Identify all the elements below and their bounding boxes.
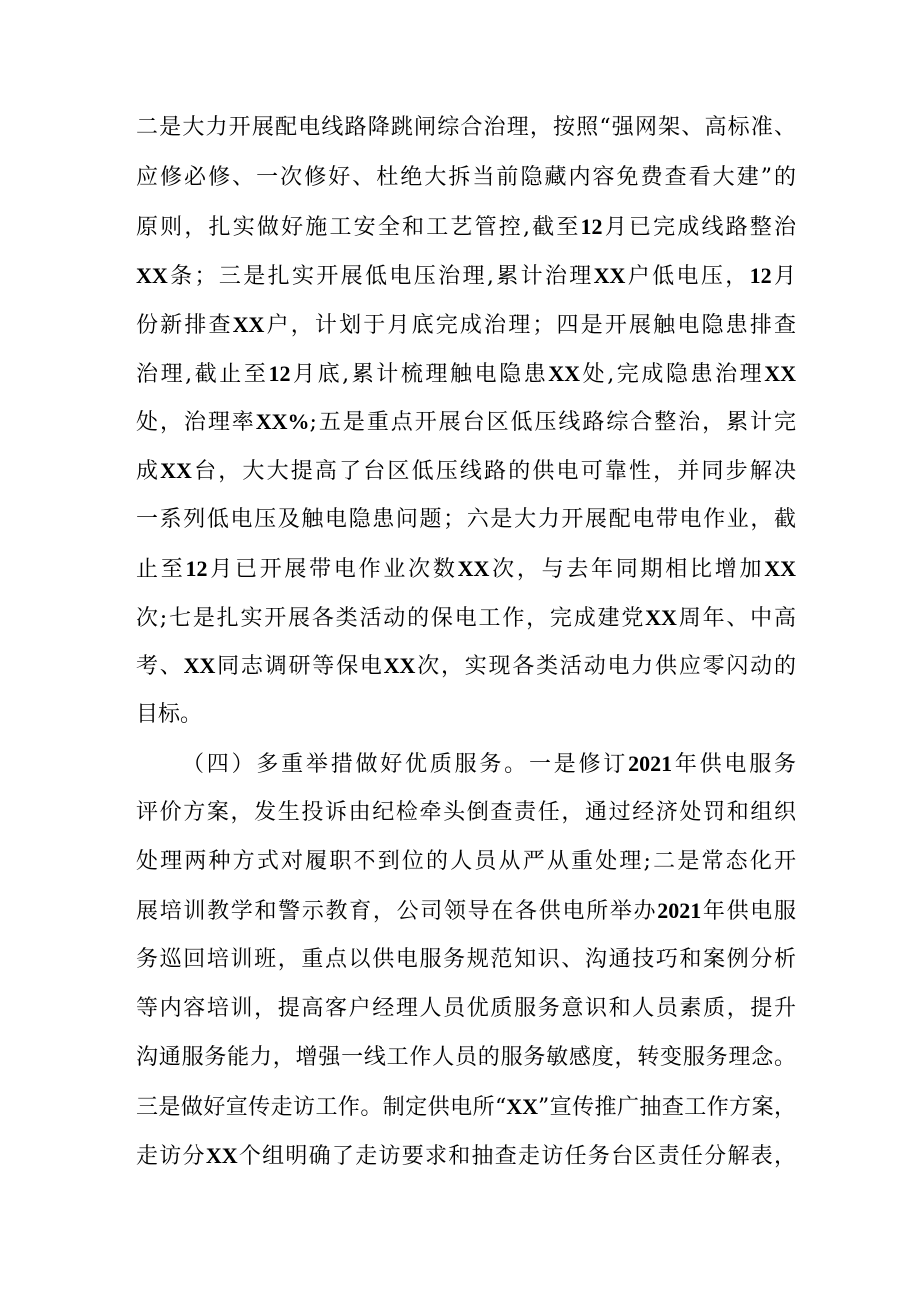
paragraph-line: 二是大力开展配电线路降跳闸综合治理，按照“强网架、高标准、 bbox=[136, 115, 796, 140]
section-heading-line: （四）多重举措做好优质服务。一是修订2021年供电服务 bbox=[182, 751, 796, 777]
paragraph-line: 沟通服务能力，增强一线工作人员的服务敏感度，转变服务理念。 bbox=[136, 1045, 796, 1070]
paragraph-line: 展培训教学和警示教育，公司领导在各供电所举办2021年供电服 bbox=[136, 898, 796, 924]
paragraph-line: 成XX台，大大提高了台区低压线路的供电可靠性，并同步解决 bbox=[136, 458, 796, 484]
paragraph-line: 治理,截止至12月底,累计梳理触电隐患XX处,完成隐患治理XX bbox=[136, 361, 796, 387]
paragraph-line: 目标。 bbox=[136, 702, 203, 727]
paragraph-line: 等内容培训，提高客户经理人员优质服务意识和人员素质，提升 bbox=[136, 996, 796, 1021]
paragraph-line: 务巡回培训班，重点以供电服务规范知识、沟通技巧和案例分析 bbox=[136, 947, 796, 972]
paragraph-line: 次;七是扎实开展各类活动的保电工作，完成建党XX周年、中高 bbox=[136, 605, 796, 631]
paragraph-line: 走访分XX个组明确了走访要求和抽查走访任务台区责任分解表， bbox=[136, 1143, 796, 1169]
paragraph-line: 一系列低电压及触电隐患问题；六是大力开展配电带电作业，截 bbox=[136, 507, 796, 532]
paragraph-line: 考、XX同志调研等保电XX次，实现各类活动电力供应零闪动的 bbox=[136, 653, 796, 679]
paragraph-line: 应修必修、一次修好、杜绝大拆当前隐藏内容免费查看大建”的 bbox=[136, 165, 796, 190]
paragraph-line: 原则，扎实做好施工安全和工艺管控,截至12月已完成线路整治 bbox=[136, 214, 796, 240]
paragraph-line: 三是做好宣传走访工作。制定供电所“XX”宣传推广抽查工作方案， bbox=[136, 1094, 797, 1120]
paragraph-line: 份新排查XX户，计划于月底完成治理；四是开展触电隐患排查 bbox=[136, 312, 796, 338]
paragraph-line: 评价方案，发生投诉由纪检牵头倒查责任，通过经济处罚和组织 bbox=[136, 800, 796, 825]
paragraph-line: 止至12月已开展带电作业次数XX次，与去年同期相比增加XX bbox=[136, 556, 796, 582]
paragraph-line: XX条；三是扎实开展低电压治理,累计治理XX户低电压，12月 bbox=[136, 263, 796, 289]
paragraph-line: 处理两种方式对履职不到位的人员从严从重处理;二是常态化开 bbox=[136, 849, 796, 874]
paragraph-line: 处，治理率XX%;五是重点开展台区低压线路综合整治，累计完 bbox=[136, 409, 796, 435]
